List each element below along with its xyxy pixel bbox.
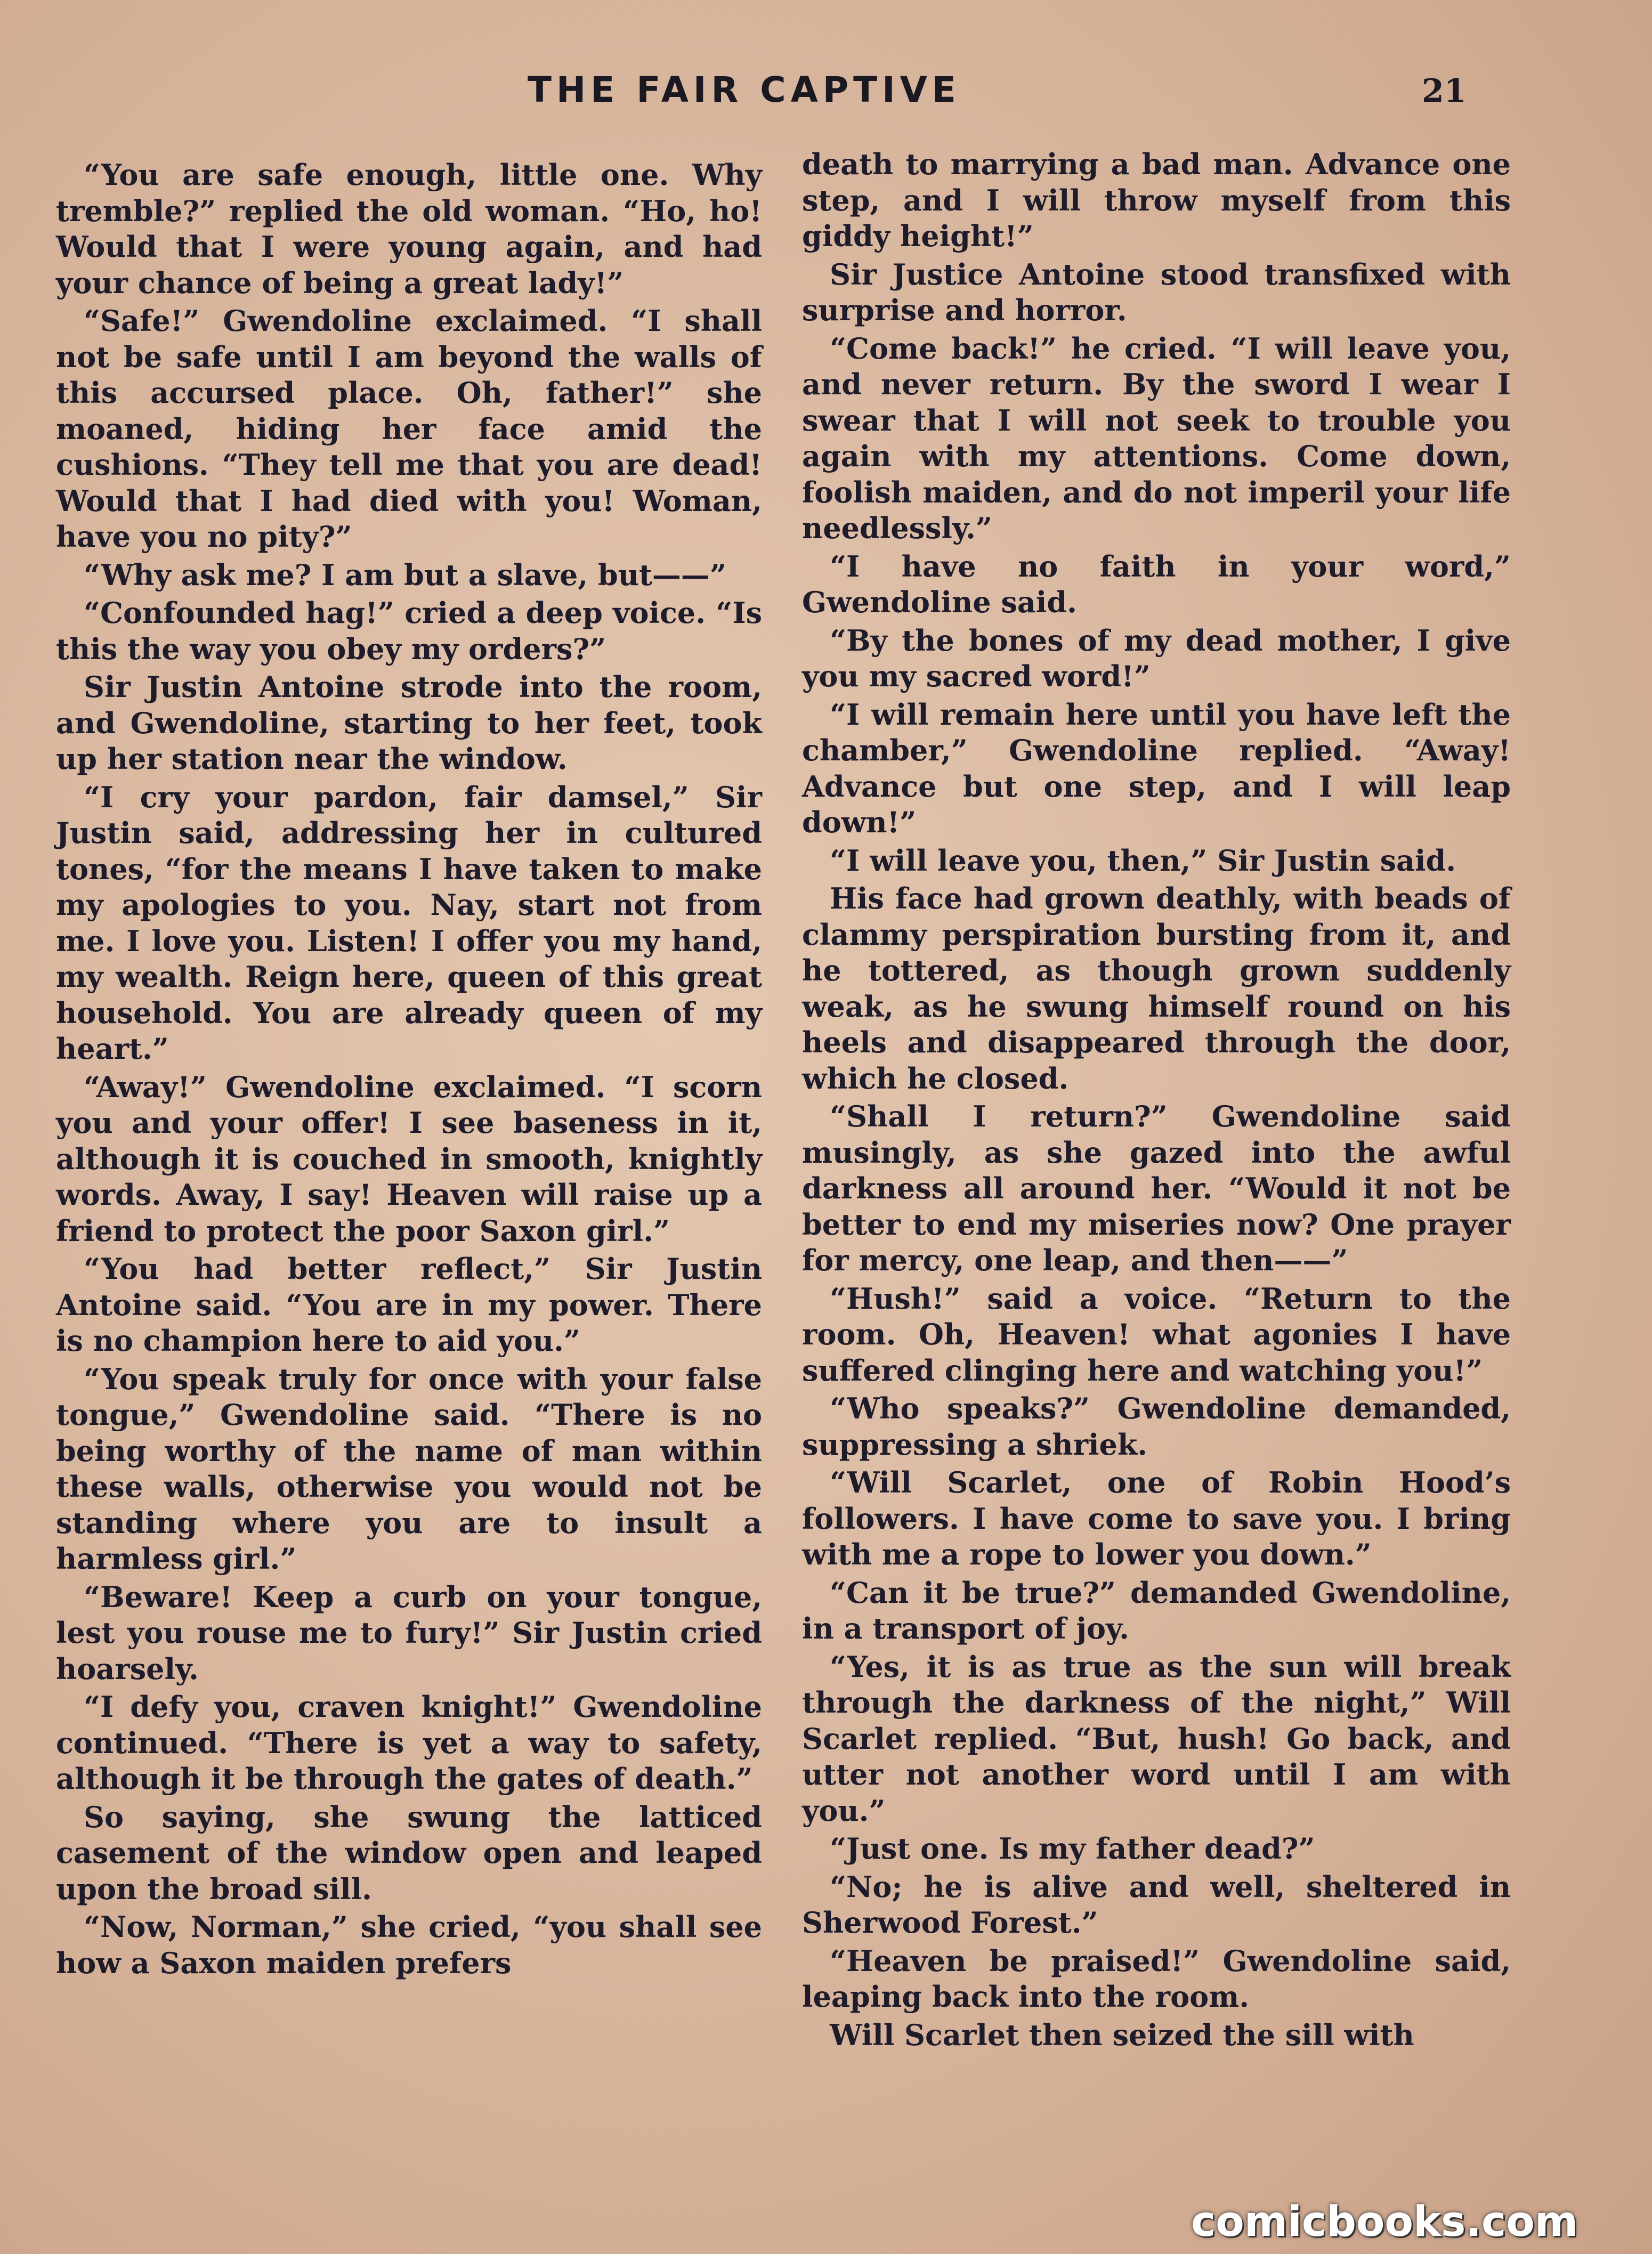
paragraph: “Just one. Is my father dead?” — [830, 1831, 1315, 1866]
paragraph: “I will leave you, then,” Sir Justin said. — [830, 843, 1456, 878]
paragraph: “Away!” Gwendoline exclaimed. “I scorn you and your offer! I see baseness in it, although it is couched in smooth, knightly words. Away, I say! Heaven will raise up a friend to protect the poor Saxon girl.” — [56, 1069, 762, 1248]
paragraph: “No; he is alive and well, sheltered in Sherwood Forest.” — [802, 1869, 1511, 1940]
paragraph: “Yes, it is as true as the sun will break through the darkness of the night,” Will Scarlet replied. “But, hush! Go back, and utter not another word until I am with you.” — [802, 1649, 1511, 1828]
running-title: THE FAIR CAPTIVE — [528, 69, 961, 110]
paragraph: “I defy you, craven knight!” Gwendoline continued. “There is yet a way to safety, although it be through the gates of death.” — [56, 1690, 762, 1796]
paragraph: “Will Scarlet, one of Robin Hood’s followers. I have come to save you. I bring with me a rope to lower you down.” — [802, 1465, 1511, 1571]
paragraph: “By the bones of my dead mother, I give you my sacred word!” — [802, 623, 1511, 693]
right-column — [802, 147, 1511, 2053]
paragraph: Sir Justin Antoine strode into the room, and Gwendoline, starting to her feet, took up her station near the window. — [56, 670, 762, 776]
paragraph: “Can it be true?” demanded Gwendoline, in a transport of joy. — [802, 1575, 1511, 1645]
paragraph: “Beware! Keep a curb on your tongue, lest you rouse me to fury!” Sir Justin cried hoarsely. — [56, 1579, 762, 1686]
paragraph: So saying, she swung the latticed casement of the window open and leaped upon the broad sill. — [56, 1799, 762, 1906]
paragraph: “You are safe enough, little one. Why tremble?” replied the old woman. “Ho, ho! Would that I were young again, and had your chance of being a great lady!” — [56, 158, 762, 300]
page-number: 21 — [1422, 72, 1467, 110]
paragraph: His face had grown deathly, with beads of clammy perspiration bursting from it, and he tottered, as though grown suddenly weak, as he swung himself round on his heels and disappeared through the door, which he closed. — [802, 881, 1511, 1096]
paragraph: “Hush!” said a voice. “Return to the room. Oh, Heaven! what agonies I have suffered clinging here and watching you!” — [802, 1281, 1511, 1388]
paragraph: “Why ask me? I am but a slave, but——” — [84, 557, 726, 592]
paragraph: “Shall I return?” Gwendoline said musingly, as she gazed into the awful darkness all around her. “Would it not be better to end my miseries now? One prayer for mercy, one leap, and then——” — [802, 1099, 1511, 1277]
watermark-logo: comicbooks.com — [1191, 2198, 1578, 2246]
paragraph: “Who speaks?” Gwendoline demanded, suppressing a shriek. — [802, 1391, 1511, 1462]
left-column — [56, 157, 762, 1981]
paragraph: “You had better reflect,” Sir Justin Antoine said. “You are in my power. There is no champion here to aid you.” — [56, 1252, 762, 1358]
paragraph: “Heaven be praised!” Gwendoline said, leaping back into the room. — [802, 1943, 1511, 2014]
paragraph: “I will remain here until you have left the chamber,” Gwendoline replied. “Away! Advance but one step, and I will leap down!” — [802, 697, 1511, 839]
paragraph: “I cry your pardon, fair damsel,” Sir Justin said, addressing her in cultured tones, “for the means I have taken to make my apologies to you. Nay, start not from me. I love you. Listen! I offer you my hand, my wealth. Reign here, queen of this great household. You are already queen of my heart.” — [56, 780, 762, 1066]
paragraph: “You speak truly for once with your false tongue,” Gwendoline said. “There is no being worthy of the name of man within these walls, otherwise you would not be standing where you are to insult a harmless girl.” — [56, 1361, 762, 1576]
paragraph: “I have no faith in your word,” Gwendoline said. — [802, 549, 1511, 619]
paragraph: “Come back!” he cried. “I will leave you, and never return. By the sword I wear I swear that I will not seek to trouble you again with my attentions. Come down, foolish maiden, and do not imperil your life needlessly.” — [802, 331, 1511, 545]
paragraph: Sir Justice Antoine stood transfixed with surprise and horror. — [802, 257, 1511, 327]
paragraph: death to marrying a bad man. Advance one step, and I will throw myself from this giddy height!” — [802, 147, 1511, 253]
paragraph: “Now, Norman,” she cried, “you shall see how a Saxon maiden prefers — [56, 1910, 762, 1980]
paragraph: “Safe!” Gwendoline exclaimed. “I shall not be safe until I am beyond the walls of this accursed place. Oh, father!” she moaned, hiding her face amid the cushions. “They tell me that you are dead! Would that I had died with you! Woman, have you no pity?” — [56, 304, 762, 554]
paragraph: “Confounded hag!” cried a deep voice. “Is this the way you obey my orders?” — [56, 596, 762, 666]
page-header — [0, 69, 1652, 133]
paragraph: Will Scarlet then seized the sill with — [830, 2017, 1414, 2052]
